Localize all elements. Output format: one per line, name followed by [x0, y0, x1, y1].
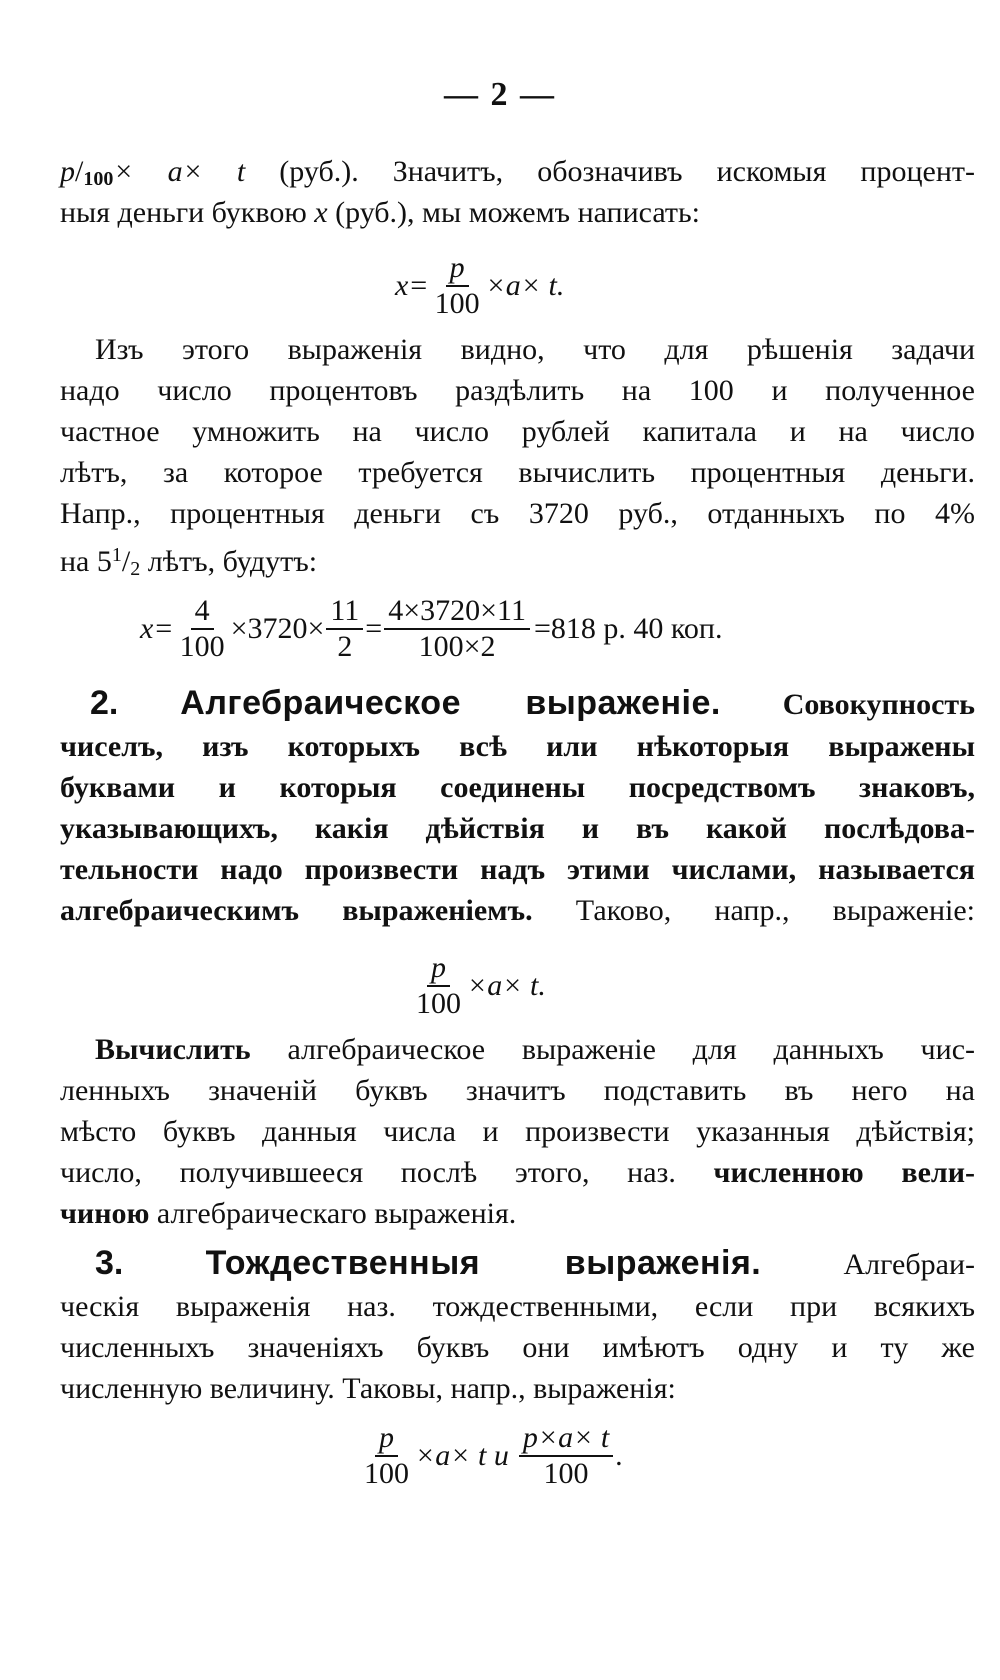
- inline-expression: × a× t: [113, 155, 246, 188]
- text-line: буквами и которыя соединены посредствомъ знаковъ,: [60, 771, 975, 804]
- inline-fraction: $p/_{100}$: [60, 155, 114, 190]
- fraction-numerator: p: [375, 1422, 398, 1457]
- fraction: [519, 1422, 613, 1489]
- formula-result: =818 р. 40 коп.: [533, 611, 723, 645]
- fraction: [360, 1422, 413, 1489]
- page-number: — 2 —: [444, 76, 556, 113]
- formula-middle: ×a× t и: [415, 1438, 509, 1472]
- fraction-numerator: p: [446, 252, 469, 287]
- fraction-denominator: 2: [337, 629, 353, 663]
- fraction-denominator: 100: [416, 986, 461, 1020]
- defined-term: Вычислить: [95, 1033, 251, 1066]
- defined-term: алгебраическимъ выраженіемъ.: [60, 894, 533, 927]
- text-run: ныя деньги буквою: [60, 196, 307, 229]
- text-line: [60, 193, 975, 233]
- formula-rhs: ×a× t.: [485, 268, 565, 302]
- text-line: [60, 1153, 975, 1193]
- fraction: [326, 595, 363, 662]
- fraction-numerator: 11: [326, 595, 363, 630]
- text-line: [95, 1030, 975, 1070]
- section-number: 3.: [95, 1244, 124, 1282]
- text-line: частное умножить на число рублей капитала и на число: [60, 415, 975, 448]
- fraction-denominator: 100: [364, 1456, 409, 1490]
- defined-term: численною вели-: [713, 1156, 975, 1189]
- text-line: чиселъ, изъ которыхъ всѣ или нѣкоторыя выражены: [60, 730, 975, 763]
- formula-rhs: ×a× t.: [467, 968, 546, 1002]
- text-line: [60, 891, 975, 931]
- formula-algebraic: [410, 952, 546, 1019]
- text-line: лѣтъ, за которое требуется вычислить процентныя деньги.: [60, 456, 975, 489]
- fraction: [384, 595, 530, 662]
- text-line: указывающихъ, какія дѣйствія и въ какой послѣдова-: [60, 812, 975, 845]
- fraction-denominator: 100: [179, 629, 225, 663]
- defined-term: чиною: [60, 1197, 150, 1230]
- fraction-denominator: 100: [434, 286, 480, 320]
- section-heading-line: [95, 1243, 975, 1285]
- text-line: надо число процентовъ раздѣлить на 100 и полученное: [60, 374, 975, 407]
- superscript: 1: [111, 544, 122, 566]
- formula-interest: [395, 252, 564, 319]
- text-line: мѣсто буквъ данныя числа и произвести указанныя дѣйствія;: [60, 1115, 975, 1148]
- text-line: тельности надо произвести надъ этими числами, называется: [60, 853, 975, 886]
- text-run: Алгебраи-: [843, 1248, 975, 1281]
- fraction-denominator: 100×2: [418, 629, 496, 663]
- fraction-numerator: 4×3720×11: [384, 595, 530, 630]
- formula-identical: [358, 1422, 623, 1489]
- text-line: [60, 535, 975, 589]
- formula-lhs: x=: [140, 611, 174, 645]
- formula-operator: ×3720×: [230, 611, 325, 645]
- text-run: (руб.), мы можемъ написать:: [335, 196, 701, 229]
- section-number: 2.: [90, 684, 119, 722]
- equals-sign: =: [365, 611, 383, 645]
- fraction: [412, 952, 465, 1019]
- fraction-denominator: 100: [543, 1456, 589, 1490]
- formula-example: [140, 595, 722, 662]
- text-line: численныхъ значеніяхъ буквъ они имѣютъ одну и ту же: [60, 1331, 975, 1364]
- text-run: алгебраическаго выраженія.: [149, 1197, 517, 1230]
- text-line: ленныхъ значеній буквъ значитъ подставить въ него на: [60, 1074, 975, 1107]
- formula-end: .: [615, 1438, 623, 1472]
- text-line: [60, 152, 975, 199]
- text-run: Совокупность: [782, 688, 976, 721]
- variable: x: [314, 196, 328, 229]
- text-line: ческія выраженія наз. тождественными, если при всякихъ: [60, 1290, 975, 1323]
- text-run: на 5: [60, 545, 112, 578]
- text-run: Таково, напр., выраженіе:: [532, 894, 975, 927]
- fraction-numerator: 4: [191, 595, 214, 630]
- text-run: число, получившееся послѣ этого, наз.: [60, 1156, 676, 1189]
- text-line: Изъ этого выраженія видно, что для рѣшенія задачи: [95, 333, 975, 366]
- slash: /: [121, 545, 131, 578]
- fraction-numerator: p: [427, 952, 450, 987]
- section-heading-line: [90, 683, 975, 725]
- text-run: алгебраическое выраженіе для данныхъ чис-: [250, 1033, 975, 1066]
- formula-lhs: x=: [395, 268, 429, 302]
- fraction-numerator: p×a× t: [519, 1422, 613, 1457]
- subscript: 2: [130, 558, 141, 580]
- section-title: Тождественныя выраженія.: [205, 1244, 762, 1282]
- fraction: [431, 252, 484, 319]
- text-line: численную величину. Таковы, напр., выраженія:: [60, 1372, 676, 1405]
- fraction: [176, 595, 229, 662]
- text-run: (руб.). Значитъ, обозначивъ искомыя процент-: [245, 155, 975, 188]
- text-line: [60, 1194, 975, 1234]
- text-line: Напр., процентныя деньги съ 3720 руб., отданныхъ по 4%: [60, 497, 975, 530]
- text-run: лѣтъ, будутъ:: [140, 545, 318, 578]
- section-title: Алгебраическое выраженіе.: [180, 684, 721, 722]
